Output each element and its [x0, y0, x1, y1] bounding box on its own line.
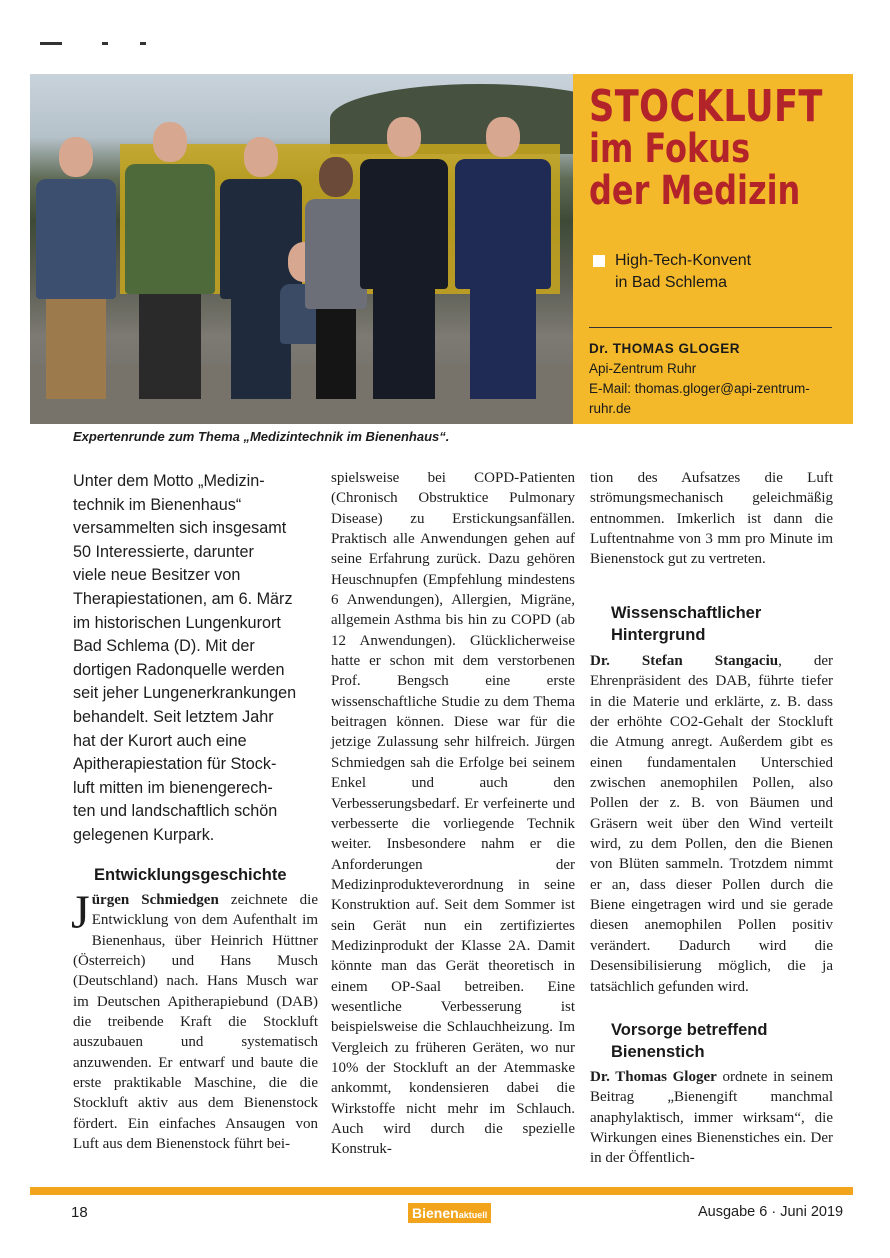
dropcap: J	[71, 886, 90, 939]
magazine-logo: Bienenaktuell	[408, 1203, 491, 1223]
article-subtitle: High-Tech-Konvent in Bad Schlema	[615, 252, 752, 291]
body-column-3-section-3: Dr. Thomas Gloger ordnete in seinem Beitrag „Bienengift manchmal anaphylaktisch, immer wirksam“, die Wirkungen eines Bienenstiches ein. Der in der Öffentlich-	[590, 1069, 833, 1167]
page-number: 18	[71, 1204, 88, 1221]
article-headline: STOCKLUFT im Fokus der Medizin	[589, 81, 823, 214]
body-column-3-section-2: Dr. Stefan Stangaciu, der Ehrenpräsident des DAB, führte tiefer in die Materie und erklärte, z. B. dass der erhöhte CO2-Gehalt der Stockluft die Atmung anregt. Außerdem gibt es einen fundamentalen Unterschied zwischen anemophilen Pollen, also Pollen der z. B. von Bäumen und Gräsern weit über den Wind verteilt wird, zu dem Pollen, den die Bienen von Blüten sammeln. Trotzdem nimmt er an, dass dieser Pollen durch die Biene eingetragen wird und sie gerade diesen anemophilen Pollen positiv verändert. Dadurch wird die Desensibilisierung möglich, die ja tatsächlich gefunden wird.	[590, 653, 833, 995]
author-email-cont: ruhr.de	[589, 401, 632, 416]
issue-info: Ausgabe 6 · Juni 2019	[698, 1204, 844, 1220]
section-heading-entwicklung: Entwicklungsgeschichte	[94, 866, 287, 884]
title-box	[573, 74, 853, 424]
body-column-1: Jürgen Schmiedgen zeichnete die Entwicklung von dem Aufenthalt im Bienenhaus, über Heinrich Hüttner (Österreich) und Hans Musch (Deutschland) nach. Hans Musch war im Deutschen Apitherapiebund (DAB) die treibende Kraft die Stockluft auszubauen und systematisch anzuwenden. Er entwarf und baute die erste praktikable Maschine, die die Stockluft aktiv aus dem Bienenstock fördert. Ein einfaches Ansaugen von Luft aus dem Bienenstock führt bei-	[71, 886, 318, 1153]
section-heading-vorsorge: Vorsorge betreffend Bienenstich	[611, 1021, 768, 1061]
author-org: Api-Zentrum Ruhr	[589, 361, 697, 376]
author-name: Dr. THOMAS GLOGER	[589, 341, 741, 356]
lead-paragraph: Unter dem Motto „Medizin- technik im Bienenhaus“ versammelten sich insgesamt 50 Interessierte, darunter viele neue Besitzer von Therapiestationen, am 6. März im historischen Lungenkurort Bad Schlema (D). Mit der dortigen Radonquelle werden seit jeher Lungenerkrankungen behandelt. Seit letztem Jahr hat der Kurort auch eine Apitherapiestation für Stock- luft mitten im bienengerech- ten und landschaftlich schön gelegenen Kurpark.	[73, 472, 297, 844]
footer-bar	[30, 1187, 853, 1195]
top-crop-mark	[40, 42, 150, 46]
body-column-2: spielsweise bei COPD-Patienten (Chronisch Obstruktice Pulmonary Disease) zu Erstickungsanfällen. Praktisch alle Anwendungen gehen auf seine Erfahrung zurück. Dazu gehören Heuschnupfen (Empfehlung mindestens 6 Anwendungen), Allergien, Migräne, allgemein Asthma bis hin zu COPD (ab 12 Anwendungen). Glücklicherweise hatte er schon mit dem verstorbenen Prof. Bengsch eine erste wissenschaftliche Studie zu dem Thema beitragen können. Diese war für die jetzige Zulassung sehr hilfreich. Jürgen Schmiedgen sah die Erfolge bei seinem Enkel und auch den Verbesserungsbedarf. Er verfeinerte und verbesserte die vorliegende Technik weiter. Insbesondere nahm er die Anforderungen der Medizinprodukteverordnung in seine Konstruktion auf. Seit dem Sommer ist sein Gerät nun ein zertifiziertes Medizinprodukt der Klasse 2A. Damit könnte man das Gerät theoretisch in einem OP-Saal betreiben. Eine wesentliche Verbesserung ist beispielsweise die Schlauchheizung. Im Vergleich zu früheren Geräten, wo nur 10% der Stockluft an der Atemmaske ankommt, kondensieren dabei die Wirkstoffe nicht mehr im Schlauch. Auch wird durch die spezielle Konstruk-	[331, 470, 575, 1158]
body-column-3: tion des Aufsatzes die Luft strömungsmechanisch geleichmäßig entnommen. Imkerlich ist dann die Luftentnahme von 3 mm pro Minute im Bienenstock gut zu vertreten.	[590, 470, 833, 568]
bullet-square-icon	[593, 255, 605, 267]
photo-caption: Expertenrunde zum Thema „Medizintechnik im Bienenhaus“.	[73, 429, 450, 444]
author-block	[589, 339, 810, 419]
section-heading-wissenschaft: Wissenschaftlicher Hintergrund	[611, 604, 762, 644]
group-photo	[30, 74, 573, 424]
divider	[589, 327, 832, 328]
author-email: E-Mail: thomas.gloger@api-zentrum-	[589, 381, 810, 396]
